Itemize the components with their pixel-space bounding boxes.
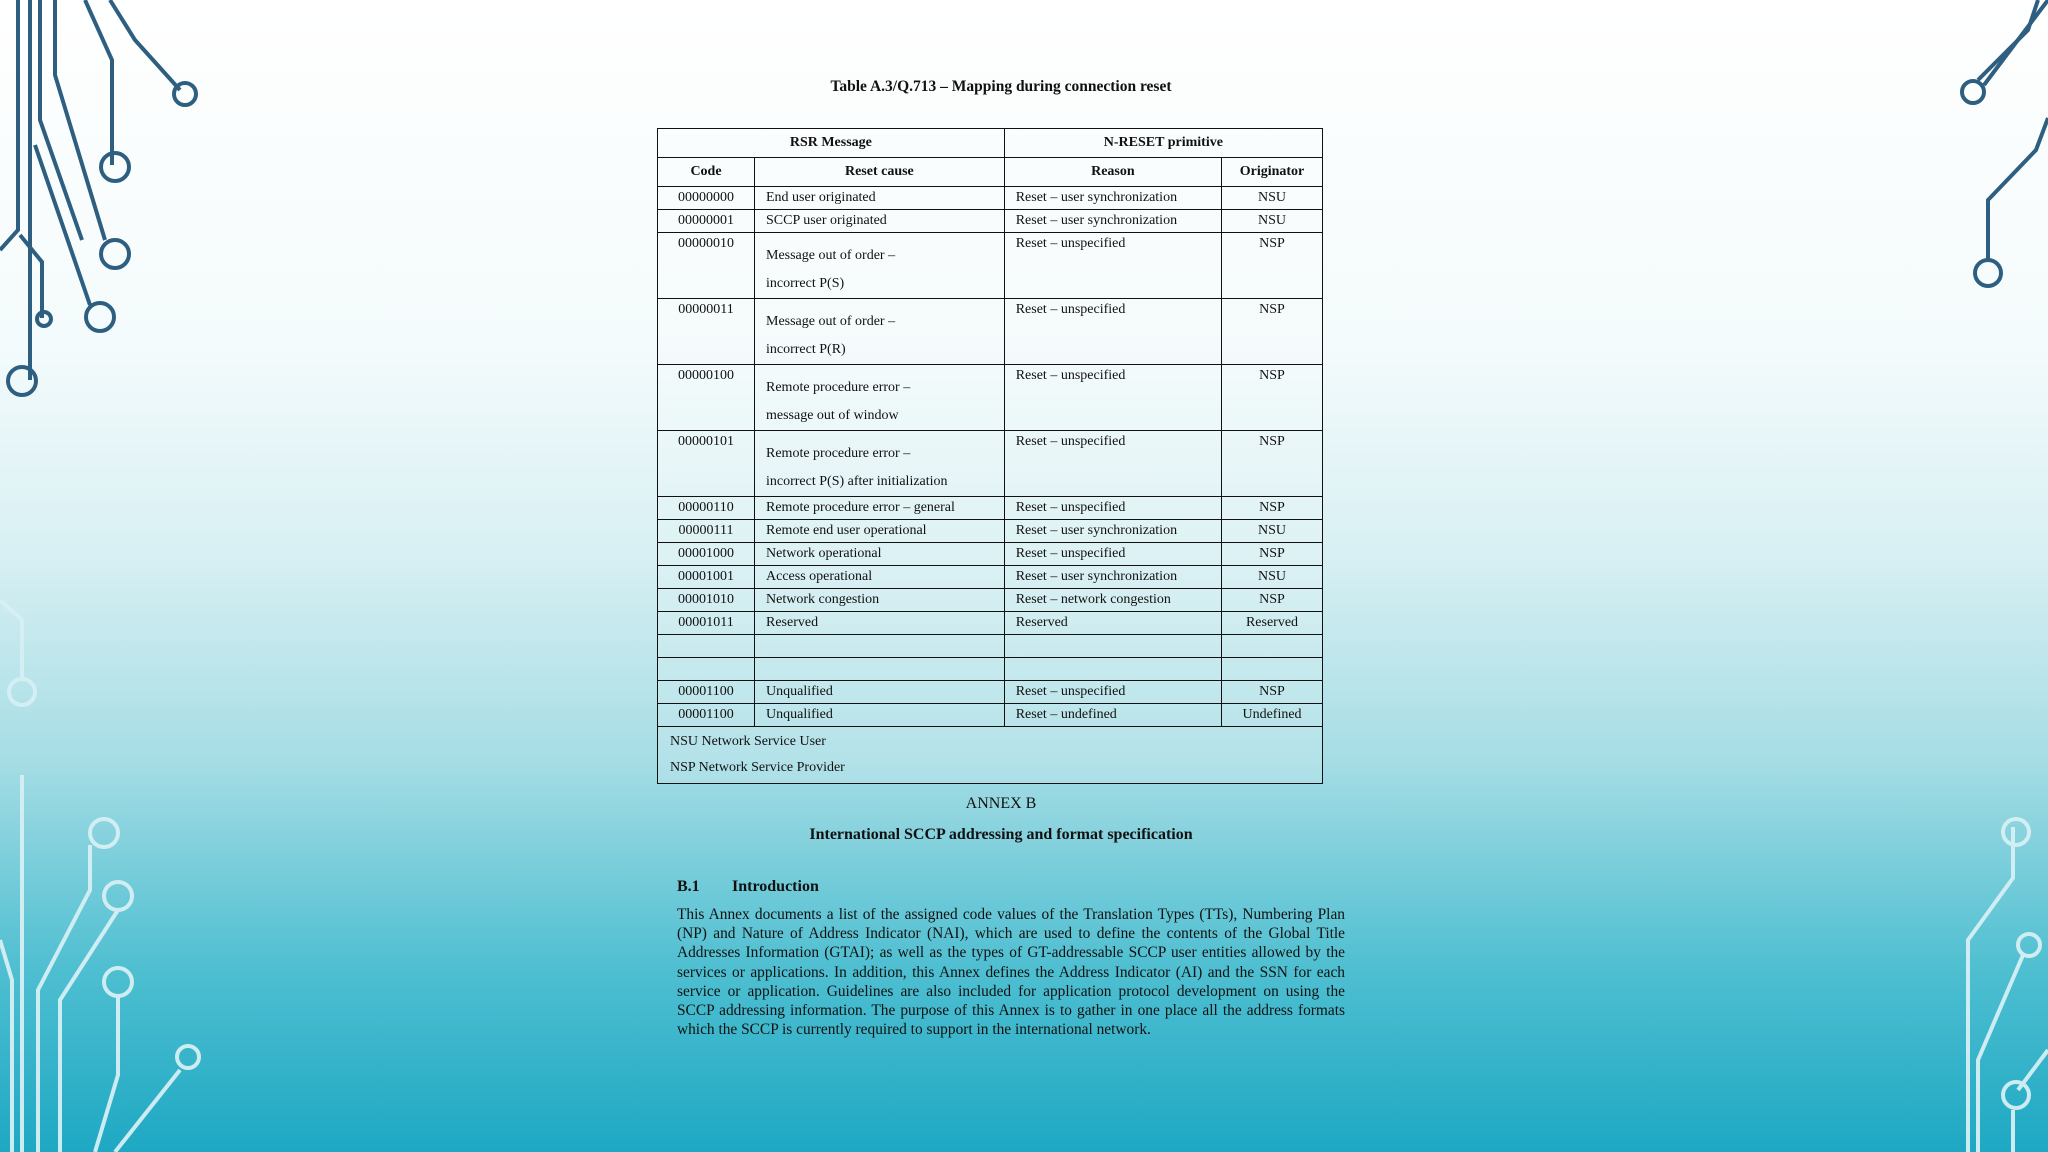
cell-reason: Reset – unspecified [1004, 681, 1221, 704]
section-number: B.1 [677, 878, 700, 895]
cell-code: 00000000 [658, 187, 755, 210]
cell-code: 00001011 [658, 612, 755, 635]
cell-originator: NSP [1222, 543, 1323, 566]
cell-code: 00001010 [658, 589, 755, 612]
cell-reason: Reset – unspecified [1004, 543, 1221, 566]
reset-cause-line: Network operational [766, 545, 882, 561]
cell-originator [1222, 635, 1323, 658]
reset-cause-line: Remote procedure error – [766, 446, 911, 461]
column-header-reason: Reason [1004, 158, 1221, 187]
table-notes [658, 727, 1323, 784]
cell-originator: Undefined [1222, 704, 1323, 727]
cell-originator [1222, 658, 1323, 681]
cell-reset-cause [755, 520, 1005, 543]
cell-code [658, 658, 755, 681]
table-row [658, 210, 1323, 233]
cell-code: 00000001 [658, 210, 755, 233]
cell-originator: NSP [1222, 299, 1323, 365]
cell-reason: Reset – network congestion [1004, 589, 1221, 612]
column-header-originator: Originator [1222, 158, 1323, 187]
table-row [658, 566, 1323, 589]
section-body: This Annex documents a list of the assigned code values of the Translation Types (TTs), Numbering Plan (NP) and Nature of Address Indicator (NAI), which are used to define the contents of the Global Title Addresses Information (GTAI); as well as the types of GT-addressable SCCP user entities allowed by the services or applications. In addition, this Annex defines the Address Indicator (AI) and the SSN for each service or application. Guidelines are also included for application protocol development on using the SCCP addressing information. The purpose of this Annex is to gather in one place all the address formats which the SCCP is currently required to support in the international network. [677, 906, 1345, 1039]
note-nsp: NSP Network Service Provider [670, 760, 845, 775]
table-body [658, 187, 1323, 727]
cell-originator: NSU [1222, 210, 1323, 233]
column-header-code: Code [658, 158, 755, 187]
table-title: Table A.3/Q.713 – Mapping during connection reset [830, 78, 1172, 95]
table-row [658, 589, 1323, 612]
cell-reset-cause [755, 612, 1005, 635]
reset-cause-line: Unqualified [766, 706, 833, 722]
section-heading [677, 878, 819, 896]
cell-reason: Reset – unspecified [1004, 233, 1221, 299]
cell-originator: NSP [1222, 589, 1323, 612]
annex-label: ANNEX B [965, 795, 1037, 812]
cell-originator: NSP [1222, 497, 1323, 520]
reset-cause-line: SCCP user originated [766, 212, 887, 228]
cell-code: 00000100 [658, 365, 755, 431]
cell-reason: Reset – user synchronization [1004, 566, 1221, 589]
reset-cause-line: Remote procedure error – [766, 380, 911, 395]
circuit-decoration-left [0, 0, 230, 1152]
reset-cause-line: Network congestion [766, 591, 880, 607]
reset-cause-line: Reserved [766, 614, 819, 630]
cell-reset-cause [755, 543, 1005, 566]
table-row [658, 681, 1323, 704]
table-row [658, 187, 1323, 210]
section-title: Introduction [732, 878, 819, 895]
cell-code: 00001001 [658, 566, 755, 589]
table-row [658, 431, 1323, 497]
mapping-table [657, 128, 1323, 784]
table-row [658, 365, 1323, 431]
cell-code [658, 635, 755, 658]
cell-reset-cause [755, 431, 1005, 497]
reset-cause-line: Message out of order – [766, 248, 896, 263]
cell-reason: Reset – user synchronization [1004, 520, 1221, 543]
cell-reason: Reset – unspecified [1004, 365, 1221, 431]
cell-code: 00000101 [658, 431, 755, 497]
reset-cause-line: message out of window [766, 408, 899, 423]
table-row [658, 704, 1323, 727]
reset-cause-line: incorrect P(S) [766, 276, 845, 291]
cell-reset-cause [755, 187, 1005, 210]
cell-code: 00000110 [658, 497, 755, 520]
cell-code: 00001100 [658, 704, 755, 727]
cell-reset-cause [755, 658, 1005, 681]
cell-reset-cause [755, 299, 1005, 365]
reset-cause-line: incorrect P(S) after initialization [766, 474, 948, 489]
cell-reset-cause [755, 497, 1005, 520]
cell-code: 00000010 [658, 233, 755, 299]
cell-originator: NSP [1222, 365, 1323, 431]
cell-originator: NSP [1222, 681, 1323, 704]
cell-reset-cause [755, 681, 1005, 704]
cell-reset-cause [755, 704, 1005, 727]
reset-cause-line: Remote end user operational [766, 522, 927, 538]
cell-reset-cause [755, 635, 1005, 658]
cell-originator: NSP [1222, 431, 1323, 497]
table-row [658, 658, 1323, 681]
cell-reason: Reset – undefined [1004, 704, 1221, 727]
cell-reason: Reset – unspecified [1004, 497, 1221, 520]
table-row [658, 635, 1323, 658]
reset-cause-line: End user originated [766, 189, 876, 205]
cell-code: 00001000 [658, 543, 755, 566]
cell-reset-cause [755, 365, 1005, 431]
cell-originator: NSU [1222, 187, 1323, 210]
table-row [658, 543, 1323, 566]
cell-reason [1004, 635, 1221, 658]
reset-cause-line: Unqualified [766, 683, 833, 699]
group-header-rsr-message: RSR Message [658, 129, 1005, 158]
table-row [658, 612, 1323, 635]
cell-reason: Reset – unspecified [1004, 299, 1221, 365]
cell-originator: NSU [1222, 520, 1323, 543]
cell-reason: Reset – user synchronization [1004, 210, 1221, 233]
reset-cause-line: incorrect P(R) [766, 342, 846, 357]
reset-cause-line: Access operational [766, 568, 873, 584]
table-row [658, 233, 1323, 299]
cell-reason: Reset – user synchronization [1004, 187, 1221, 210]
cell-originator: NSP [1222, 233, 1323, 299]
cell-reason: Reset – unspecified [1004, 431, 1221, 497]
cell-reset-cause [755, 589, 1005, 612]
cell-code: 00000111 [658, 520, 755, 543]
table-row [658, 520, 1323, 543]
reset-cause-line: Message out of order – [766, 314, 896, 329]
group-header-n-reset-primitive: N-RESET primitive [1004, 129, 1322, 158]
cell-code: 00001100 [658, 681, 755, 704]
cell-code: 00000011 [658, 299, 755, 365]
cell-reason [1004, 658, 1221, 681]
cell-originator: Reserved [1222, 612, 1323, 635]
table-row [658, 497, 1323, 520]
annex-title: International SCCP addressing and format specification [809, 826, 1193, 843]
cell-reset-cause [755, 210, 1005, 233]
cell-originator: NSU [1222, 566, 1323, 589]
cell-reset-cause [755, 566, 1005, 589]
cell-reason: Reserved [1004, 612, 1221, 635]
note-nsu: NSU Network Service User [670, 734, 826, 749]
column-header-reset-cause: Reset cause [755, 158, 1005, 187]
cell-reset-cause [755, 233, 1005, 299]
circuit-decoration-right [1818, 0, 2048, 1152]
reset-cause-line: Remote procedure error – general [766, 499, 955, 515]
table-row [658, 299, 1323, 365]
